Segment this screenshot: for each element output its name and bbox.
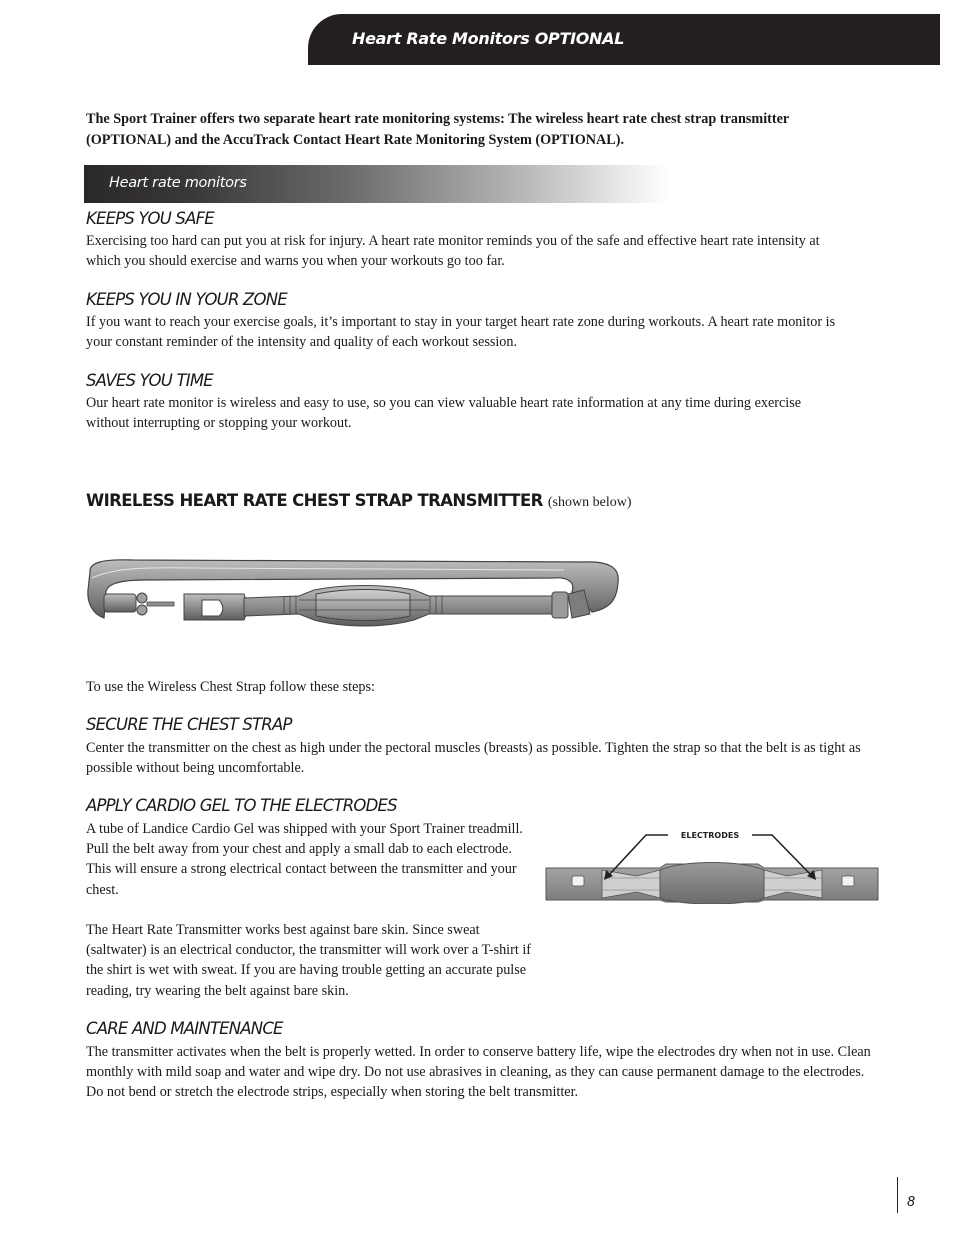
- chest-strap-heading-text: WIRELESS HEART RATE CHEST STRAP TRANSMITTER: [86, 491, 543, 510]
- care-heading: CARE AND MAINTENANCE: [86, 1019, 283, 1038]
- care-text: The transmitter activates when the belt is properly wetted. In order to conserve battery life, wipe the electrodes dry when not in use. Clean monthly with mild soap and water and wipe dry. Do not use abrasives in cleaning, as they can cause permanent damage to the electrodes. Do not bend or stretch the electrode strips, especially when storing the belt transmitter.: [86, 1044, 871, 1101]
- apply-gel-text: A tube of Landice Cardio Gel was shipped with your Sport Trainer treadmill. Pull the belt away from your chest and apply a small dab to each electrode. This will ensure a strong electrical contact between the transmitter and your chest.: [86, 821, 523, 898]
- electrode-image: [542, 826, 880, 904]
- section-bar-title: Heart rate monitors: [109, 175, 247, 191]
- intro-paragraph: The Sport Trainer offers two separate heart rate monitoring systems: The wireless heart rate chest strap transmitter (OPTIONAL) and the AccuTrack Contact Heart Rate Monitoring System (OPTIONAL).: [86, 111, 789, 148]
- saves-you-time-text: Our heart rate monitor is wireless and easy to use, so you can view valuable heart rate information at any time during exercise without interrupting or stopping your workout.: [86, 395, 802, 432]
- keeps-you-safe-text: Exercising too hard can put you at risk for injury. A heart rate monitor reminds you of the safe and effective heart rate intensity at which you should exercise and warns you when your workouts go too far.: [86, 233, 820, 270]
- chest-strap-image: [84, 550, 624, 630]
- bare-skin-text: The Heart Rate Transmitter works best against bare skin. Since sweat (saltwater) is an electrical conductor, the transmitter will work over a T-shirt if the shirt is wet with sweat. If you are having trouble getting an accurate pulse reading, try wearing the belt against bare skin.: [86, 922, 532, 999]
- chest-strap-heading: [86, 491, 632, 511]
- keeps-you-safe-heading: KEEPS YOU SAFE: [86, 209, 214, 228]
- apply-gel-heading: APPLY CARDIO GEL TO THE ELECTRODES: [86, 796, 397, 815]
- page-number-rule: [897, 1177, 898, 1213]
- electrodes-label: ELECTRODES: [680, 831, 740, 840]
- page-title: Heart Rate Monitors OPTIONAL: [352, 29, 625, 48]
- page-number: 8: [907, 1195, 916, 1210]
- secure-strap-heading: SECURE THE CHEST STRAP: [86, 715, 292, 734]
- saves-you-time-heading: SAVES YOU TIME: [86, 371, 213, 390]
- header-tab: [308, 14, 940, 65]
- secure-strap-text: Center the transmitter on the chest as high under the pectoral muscles (breasts) as possible. Tighten the strap so that the belt is as tight as possible without being uncomfortable.: [86, 740, 861, 777]
- keeps-you-in-zone-heading: KEEPS YOU IN YOUR ZONE: [86, 290, 287, 309]
- keeps-you-in-zone-text: If you want to reach your exercise goals, it’s important to stay in your target heart rate zone during workouts. A heart rate monitor is your constant reminder of the intensity and quality of each workout session.: [86, 314, 836, 351]
- chest-strap-heading-note: (shown below): [547, 495, 632, 510]
- section-bar: [84, 165, 670, 203]
- steps-intro: To use the Wireless Chest Strap follow these steps:: [86, 679, 375, 695]
